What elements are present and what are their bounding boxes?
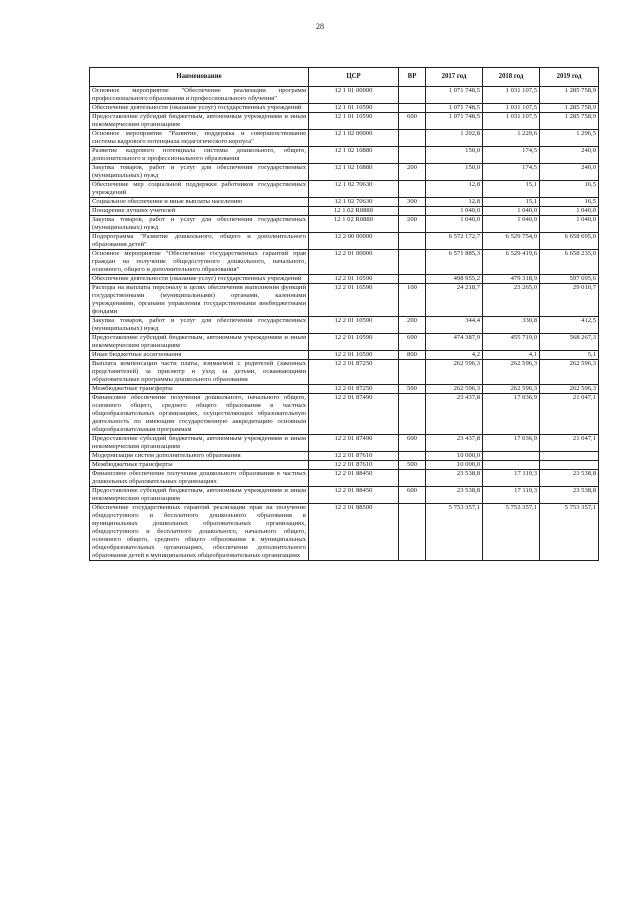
table-row (90, 284, 599, 317)
table-row (90, 104, 599, 113)
row-2018: 1 229,6 (483, 130, 540, 147)
row-csr: 12 1 02 00000 (309, 130, 399, 147)
row-2018: 1 040,0 (483, 216, 540, 233)
row-vr (399, 275, 426, 284)
row-2019: 240,0 (540, 147, 599, 164)
row-2019: 16,5 (540, 198, 599, 207)
row-name: Иные бюджетные ассигнования (90, 351, 309, 360)
row-csr: 12 2 01 87490 (309, 435, 399, 452)
row-vr (399, 233, 426, 250)
row-2018: 262 596,3 (483, 385, 540, 394)
row-2017: 150,0 (426, 164, 483, 181)
table-row (90, 394, 599, 435)
row-csr: 12 2 01 00000 (309, 250, 399, 275)
row-2017: 150,0 (426, 147, 483, 164)
row-2019: 568 267,3 (540, 334, 599, 351)
table-row (90, 452, 599, 461)
row-vr (399, 504, 426, 561)
row-2018: 17 036,9 (483, 435, 540, 452)
row-2018: 4,1 (483, 351, 540, 360)
row-2019: 5 753 357,1 (540, 504, 599, 561)
row-csr: 12 2 01 88450 (309, 487, 399, 504)
row-2017: 6 572 172,7 (426, 233, 483, 250)
row-vr (399, 394, 426, 435)
row-csr: 12 1 02 10880 (309, 147, 399, 164)
table-row (90, 385, 599, 394)
row-csr: 12 2 01 10590 (309, 351, 399, 360)
row-name: Обеспечение мер социальной поддержки работников государственных учреждений (90, 181, 309, 198)
table-row (90, 198, 599, 207)
row-name: Модернизация систем дополнительного образования (90, 452, 309, 461)
row-2017: 1 071 748,5 (426, 104, 483, 113)
row-2019: 23 538,8 (540, 470, 599, 487)
page-number: 28 (316, 22, 324, 31)
row-2018: 23 265,0 (483, 284, 540, 317)
row-vr (399, 207, 426, 216)
table-row (90, 334, 599, 351)
row-2019: 1 040,0 (540, 207, 599, 216)
row-csr: 12 2 01 10590 (309, 284, 399, 317)
header-vr: ВР (399, 68, 426, 87)
row-name: Социальное обеспечение и иные выплаты населению (90, 198, 309, 207)
row-name: Предоставление субсидий бюджетным, автономным учреждениям и иным некоммерческим организациям (90, 334, 309, 351)
row-2019: 21 047,1 (540, 394, 599, 435)
row-2019 (540, 461, 599, 470)
row-name: Предоставление субсидий бюджетным, автономным учреждениям и иным некоммерческим организациям (90, 435, 309, 452)
row-name: Расходы на выплаты персоналу в целях обеспечения выполнения функций государственными (муниципальными) органами, казенными учреждениями, органами управления государственными внебюджетными фондами (90, 284, 309, 317)
row-2017: 262 596,3 (426, 385, 483, 394)
row-csr: 12 2 01 88450 (309, 470, 399, 487)
row-csr: 12 1 01 10590 (309, 113, 399, 130)
row-name: Закупка товаров, работ и услуг для обеспечения государственных (муниципальных) нужд (90, 317, 309, 334)
table-row (90, 113, 599, 130)
row-vr: 500 (399, 461, 426, 470)
row-2019: 262 596,3 (540, 385, 599, 394)
row-2017: 474 387,9 (426, 334, 483, 351)
row-2019 (540, 452, 599, 461)
row-2019: 1 285 758,9 (540, 87, 599, 104)
row-name: Обеспечение деятельности (оказание услуг) государственных учреждений (90, 104, 309, 113)
row-vr: 600 (399, 487, 426, 504)
row-csr: 12 2 01 10590 (309, 334, 399, 351)
row-csr: 12 1 02 70630 (309, 181, 399, 198)
row-csr: 12 1 02 70630 (309, 198, 399, 207)
row-2018 (483, 452, 540, 461)
header-csr: ЦСР (309, 68, 399, 87)
row-csr: 12 2 01 88500 (309, 504, 399, 561)
row-2019: 16,5 (540, 181, 599, 198)
table-row (90, 487, 599, 504)
header-2019: 2019 год (540, 68, 599, 87)
row-vr (399, 250, 426, 275)
table-row (90, 164, 599, 181)
row-2017: 4,2 (426, 351, 483, 360)
row-2017: 344,4 (426, 317, 483, 334)
row-2018: 174,5 (483, 164, 540, 181)
row-2019: 6 658 695,0 (540, 233, 599, 250)
table-body (90, 87, 599, 561)
row-2019: 21 047,1 (540, 435, 599, 452)
row-name: Межбюджетные трансферты (90, 461, 309, 470)
row-name: Выплата компенсации части платы, взимаемой с родителей (законных представителей) за присмотр и уход за детьми, осваивающими образовательные программы дошкольного образования (90, 360, 309, 385)
table-row (90, 435, 599, 452)
row-csr: 12 1 02 10880 (309, 164, 399, 181)
row-2017: 23 538,8 (426, 487, 483, 504)
row-2017: 10 000,0 (426, 452, 483, 461)
row-2018: 1 031 107,5 (483, 104, 540, 113)
row-name: Обеспечение государственных гарантий реализации прав на получение общедоступного и бесплатного дошкольного образования в муниципальных дошкольных образовательных организациях, общедоступного и бесплатного дошкольного, начального общего, основного общего, среднего общего образования в муниципальных общеобразовательных организациях, обеспечение дополнительного образования детей в муниципальных общеобразовательных организациях (90, 504, 309, 561)
row-2018: 17 110,3 (483, 487, 540, 504)
header-2018: 2018 год (483, 68, 540, 87)
table-row (90, 233, 599, 250)
row-vr: 200 (399, 317, 426, 334)
row-name: Развитие кадрового потенциала системы дошкольного, общего, дополнительного и профессионального образования (90, 147, 309, 164)
row-2018: 479 318,9 (483, 275, 540, 284)
row-2017: 1 202,8 (426, 130, 483, 147)
row-name: Предоставление субсидий бюджетным, автономным учреждениям и иным некоммерческим организациям (90, 487, 309, 504)
table-header-row (90, 68, 599, 87)
row-2019: 412,5 (540, 317, 599, 334)
row-name: Предоставление субсидий бюджетным, автономным учреждениям и иным некоммерческим организациям (90, 113, 309, 130)
row-2017: 5 753 357,1 (426, 504, 483, 561)
row-vr: 100 (399, 284, 426, 317)
row-2018: 17 110,3 (483, 470, 540, 487)
row-2017: 12,8 (426, 181, 483, 198)
table-row (90, 216, 599, 233)
row-vr (399, 470, 426, 487)
table-row (90, 207, 599, 216)
row-2019: 29 010,7 (540, 284, 599, 317)
row-name: Финансовое обеспечение получения дошкольного, начального общего, основного общего, среднего общего образования в частных общеобразовательных организациях, осуществляющих образовательную деятельность по имеющим государственную аккредитацию основным общеобразовательным программам (90, 394, 309, 435)
table-row (90, 275, 599, 284)
header-2017: 2017 год (426, 68, 483, 87)
row-name: Основное мероприятие "Обеспечение реализации программ профессионального образования и профессионального обучения" (90, 87, 309, 104)
row-vr: 600 (399, 435, 426, 452)
row-name: Закупка товаров, работ и услуг для обеспечения государственных (муниципальных) нужд (90, 216, 309, 233)
row-2017: 24 218,7 (426, 284, 483, 317)
table-row (90, 461, 599, 470)
row-2018: 5 753 357,1 (483, 504, 540, 561)
row-2017: 1 040,0 (426, 216, 483, 233)
row-name: Основное мероприятие "Развитие, поддержка и совершенствование системы кадрового потенциала педагогического корпуса" (90, 130, 309, 147)
row-2018: 1 031 107,5 (483, 87, 540, 104)
row-2019: 6 658 235,0 (540, 250, 599, 275)
row-2019: 262 596,3 (540, 360, 599, 385)
row-2017: 1 071 748,5 (426, 113, 483, 130)
row-vr: 200 (399, 216, 426, 233)
row-vr: 200 (399, 164, 426, 181)
row-vr: 500 (399, 385, 426, 394)
row-2018: 1 040,0 (483, 207, 540, 216)
row-csr: 12 1 01 10590 (309, 104, 399, 113)
row-2017: 12,8 (426, 198, 483, 207)
row-csr: 12 2 01 87490 (309, 394, 399, 435)
row-2019: 23 538,8 (540, 487, 599, 504)
row-vr: 600 (399, 113, 426, 130)
row-vr: 300 (399, 198, 426, 207)
table-row (90, 147, 599, 164)
row-2018 (483, 461, 540, 470)
row-2018: 15,1 (483, 181, 540, 198)
row-csr: 12 2 01 87250 (309, 360, 399, 385)
row-2017: 1 071 748,5 (426, 87, 483, 104)
table-row (90, 351, 599, 360)
row-2017: 6 571 885,3 (426, 250, 483, 275)
row-2018: 455 719,0 (483, 334, 540, 351)
row-2017: 23 437,8 (426, 435, 483, 452)
row-2018: 6 529 419,6 (483, 250, 540, 275)
row-2019: 1 285 758,9 (540, 113, 599, 130)
row-name: Закупка товаров, работ и услуг для обеспечения государственных (муниципальных) нужд (90, 164, 309, 181)
row-vr (399, 147, 426, 164)
table-row (90, 470, 599, 487)
row-name: Межбюджетные трансферты (90, 385, 309, 394)
table-row (90, 250, 599, 275)
row-2017: 23 538,8 (426, 470, 483, 487)
row-2019: 5,1 (540, 351, 599, 360)
row-2018: 330,8 (483, 317, 540, 334)
row-csr: 12 2 01 87250 (309, 385, 399, 394)
row-2017: 23 437,8 (426, 394, 483, 435)
table-row (90, 317, 599, 334)
row-2017: 262 596,3 (426, 360, 483, 385)
row-2017: 10 000,0 (426, 461, 483, 470)
row-vr: 600 (399, 334, 426, 351)
row-vr (399, 181, 426, 198)
row-name: Основное мероприятие "Обеспечение государственных гарантий прав граждан на получение общедоступного дошкольного, начального, основного, общего и дополнительного образования" (90, 250, 309, 275)
row-csr: 12 2 01 87610 (309, 452, 399, 461)
table-row (90, 130, 599, 147)
row-2018: 6 529 754,0 (483, 233, 540, 250)
row-vr (399, 104, 426, 113)
row-csr: 12 2 01 10590 (309, 317, 399, 334)
row-name: Финансовое обеспечение получения дошкольного образования в частных дошкольных образовательных организациях (90, 470, 309, 487)
row-csr: 12 1 02 R0880 (309, 216, 399, 233)
row-name: Обеспечение деятельности (оказание услуг) государственных учреждений (90, 275, 309, 284)
row-2019: 1 040,0 (540, 216, 599, 233)
row-2019: 240,0 (540, 164, 599, 181)
header-name: Наименование (90, 68, 309, 87)
row-csr: 12 2 01 10590 (309, 275, 399, 284)
row-vr (399, 87, 426, 104)
row-2019: 1 285 758,9 (540, 104, 599, 113)
table-row (90, 87, 599, 104)
row-name: Поощрение лучших учителей (90, 207, 309, 216)
row-2018: 17 036,9 (483, 394, 540, 435)
row-2017: 1 040,0 (426, 207, 483, 216)
row-2017: 498 955,2 (426, 275, 483, 284)
row-vr: 800 (399, 351, 426, 360)
table-row (90, 504, 599, 561)
row-vr (399, 130, 426, 147)
row-name: Подпрограмма "Развитие дошкольного, общего и дополнительного образования детей" (90, 233, 309, 250)
row-vr (399, 360, 426, 385)
table-row (90, 181, 599, 198)
row-2019: 597 695,6 (540, 275, 599, 284)
row-csr: 12 1 02 R0880 (309, 207, 399, 216)
row-2019: 1 296,5 (540, 130, 599, 147)
row-csr: 12 1 01 00000 (309, 87, 399, 104)
budget-table (89, 67, 599, 561)
table-row (90, 360, 599, 385)
row-csr: 12 2 00 00000 (309, 233, 399, 250)
row-2018: 1 031 107,5 (483, 113, 540, 130)
row-2018: 262 596,3 (483, 360, 540, 385)
row-vr (399, 452, 426, 461)
row-2018: 174,5 (483, 147, 540, 164)
row-csr: 12 2 01 87610 (309, 461, 399, 470)
row-2018: 15,1 (483, 198, 540, 207)
